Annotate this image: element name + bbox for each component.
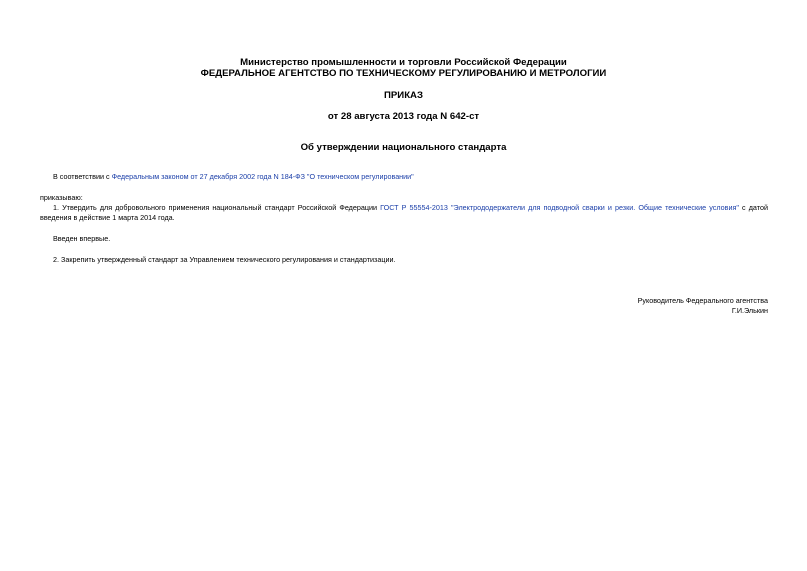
item1-line2: введения в действие 1 марта 2014 года.	[40, 213, 175, 222]
preamble-prefix: В соответствии с	[53, 172, 112, 181]
document-subject: Об утверждении национального стандарта	[300, 142, 507, 153]
agency-title: ФЕДЕРАЛЬНОЕ АГЕНТСТВО ПО ТЕХНИЧЕСКОМУ РЕГУЛИРОВАНИЮ И МЕТРОЛОГИИ	[200, 68, 607, 79]
ministry-title: Министерство промышленности и торговли Российской Федерации	[240, 57, 567, 68]
preamble-paragraph	[53, 172, 414, 182]
signature-title: Руководитель Федерального агентства	[637, 296, 768, 305]
item1-line1	[40, 203, 768, 213]
federal-law-link[interactable]: Федеральным законом от 27 декабря 2002 года N 184-ФЗ "О техническом регулировании"	[111, 172, 414, 181]
item1-suffix: с датой	[738, 203, 768, 212]
gost-standard-link[interactable]: ГОСТ Р 55554-2013 "Электрододержатели для подводной сварки и резки. Общие технические условия"	[380, 203, 739, 212]
intro-note: Введен впервые.	[53, 234, 111, 243]
item1-prefix: 1. Утвердить для добровольного применения национальный стандарт Российской Федерации	[53, 203, 381, 212]
document-date-number: от 28 августа 2013 года N 642-ст	[327, 111, 480, 122]
item2-paragraph: 2. Закрепить утвержденный стандарт за Управлением технического регулирования и стандартизации.	[53, 255, 396, 264]
order-word: приказываю:	[40, 193, 83, 202]
document-type: ПРИКАЗ	[384, 90, 423, 101]
signature-name: Г.И.Элькин	[731, 306, 768, 315]
